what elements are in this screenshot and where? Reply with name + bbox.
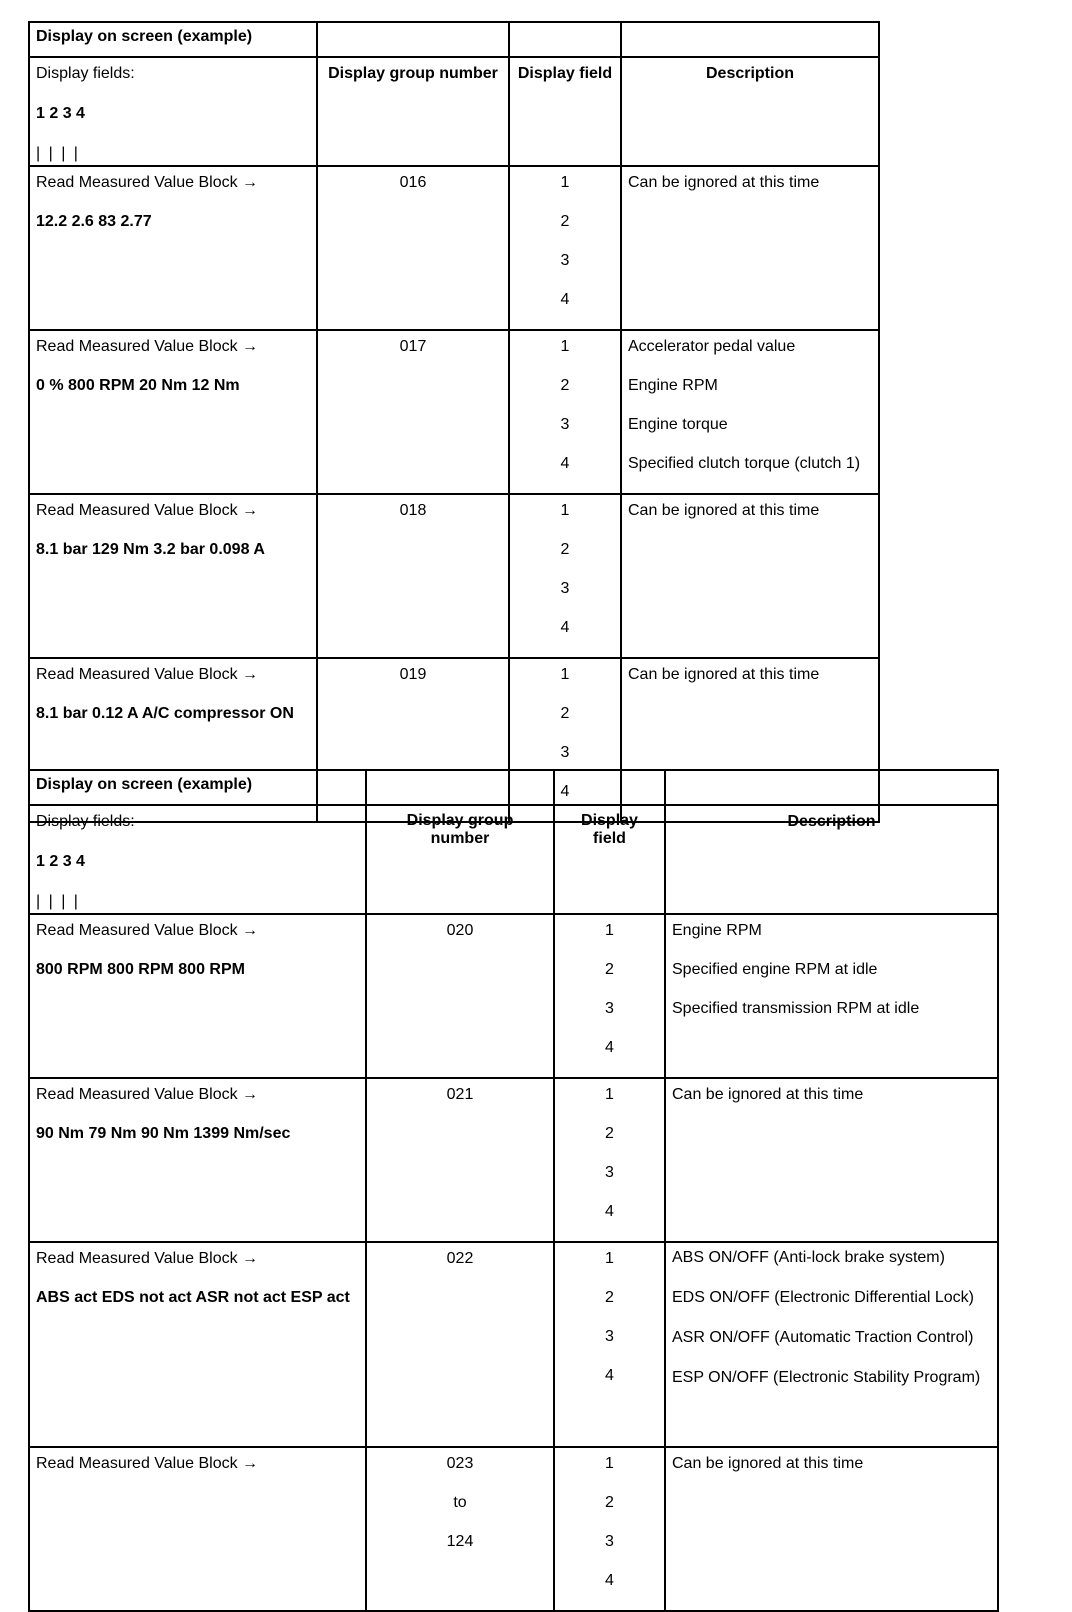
measured-value-cell	[29, 1242, 366, 1447]
group-number-cell	[317, 494, 509, 658]
description-text: ASR ON/OFF (Automatic Traction Control)	[672, 1329, 974, 1346]
display-field-cell	[509, 494, 621, 658]
table-header-row	[29, 770, 998, 805]
column-header-description: Description	[621, 57, 879, 166]
table-row	[29, 494, 879, 658]
display-field-number: 4	[605, 1039, 614, 1056]
display-field-number: 3	[560, 580, 570, 597]
measured-value-cell	[29, 1078, 366, 1242]
display-field-number: 1	[605, 922, 614, 939]
display-field-cell	[554, 914, 665, 1078]
group-number: 022	[446, 1250, 474, 1267]
description-text: Can be ignored at this time	[672, 1455, 864, 1472]
row-label: Read Measured Value Block →	[36, 174, 259, 191]
group-number: 017	[399, 338, 427, 355]
group-number: 021	[446, 1086, 474, 1103]
description-text: Engine RPM	[628, 377, 718, 394]
display-on-screen-header: Display on screen (example)	[29, 770, 366, 805]
display-field-number: 3	[560, 416, 570, 433]
display-field-number: 1	[605, 1250, 614, 1267]
description-text: Specified engine RPM at idle	[672, 961, 878, 978]
group-number-cell	[366, 1078, 554, 1242]
column-header-row	[29, 805, 998, 914]
description-cell	[621, 166, 879, 330]
column-header-row	[29, 57, 879, 166]
measured-values-table-2	[28, 769, 999, 1612]
display-field-number: 2	[605, 1125, 614, 1142]
measured-value-cell	[29, 494, 317, 658]
table-row	[29, 166, 879, 330]
display-fields-numbers: 1 2 3 4	[36, 853, 85, 870]
display-field-number: 2	[605, 1289, 614, 1306]
row-label: Read Measured Value Block →	[36, 502, 259, 519]
display-field-number: 3	[605, 1328, 614, 1345]
display-field-cell	[509, 166, 621, 330]
display-field-number: 4	[560, 783, 570, 800]
description-text: Can be ignored at this time	[672, 1086, 864, 1103]
table-row	[29, 1242, 998, 1447]
description-cell	[665, 1447, 998, 1611]
measured-value-cell	[29, 166, 317, 330]
row-label: Read Measured Value Block →	[36, 338, 259, 355]
group-number: to	[453, 1494, 467, 1511]
display-field-number: 3	[605, 1164, 614, 1181]
description-text: Can be ignored at this time	[628, 666, 820, 683]
row-label: Read Measured Value Block →	[36, 1455, 259, 1472]
description-text: Engine torque	[628, 416, 728, 433]
display-field-cell	[554, 1242, 665, 1447]
display-field-number: 4	[605, 1572, 614, 1589]
measured-value: 8.1 bar 0.12 A A/C compressor ON	[36, 705, 294, 722]
display-field-number: 2	[560, 377, 570, 394]
table-row	[29, 330, 879, 494]
display-field-number: 1	[560, 338, 570, 355]
display-field-number: 4	[560, 291, 570, 308]
display-field-number: 1	[605, 1455, 614, 1472]
display-fields-numbers: 1 2 3 4	[36, 105, 85, 122]
display-field-number: 2	[605, 1494, 614, 1511]
display-field-number: 3	[605, 1000, 614, 1017]
description-cell	[665, 914, 998, 1078]
table-header-row	[29, 22, 879, 57]
group-number-cell	[366, 1242, 554, 1447]
table-row	[29, 1078, 998, 1242]
display-field-number: 1	[560, 666, 570, 683]
description-text: Engine RPM	[672, 922, 762, 939]
table-row	[29, 1447, 998, 1611]
group-number-cell	[366, 1447, 554, 1611]
column-header-field: Display field	[509, 57, 621, 166]
description-text: Specified clutch torque (clutch 1)	[628, 455, 861, 472]
measured-value: 0 % 800 RPM 20 Nm 12 Nm	[36, 377, 240, 394]
measured-value-cell	[29, 330, 317, 494]
description-text: Specified transmission RPM at idle	[672, 1000, 920, 1017]
measured-value-cell	[29, 914, 366, 1078]
display-fields-cell	[29, 57, 317, 166]
display-field-number: 4	[560, 455, 570, 472]
display-field-number: 4	[560, 619, 570, 636]
group-number-cell	[366, 914, 554, 1078]
measured-value: ABS act EDS not act ASR not act ESP act	[36, 1289, 350, 1306]
column-header-group: Display group number	[317, 57, 509, 166]
description-cell	[665, 1242, 998, 1447]
group-number-cell	[317, 330, 509, 494]
row-label: Read Measured Value Block →	[36, 1250, 259, 1267]
table-row	[29, 914, 998, 1078]
column-header-description: Description	[665, 805, 998, 914]
row-label: Read Measured Value Block →	[36, 922, 259, 939]
group-number: 124	[446, 1533, 474, 1550]
row-label: Read Measured Value Block →	[36, 1086, 259, 1103]
display-field-number: 1	[560, 502, 570, 519]
display-field-cell	[509, 330, 621, 494]
display-fields-label: Display fields:	[36, 65, 135, 82]
measured-value: 90 Nm 79 Nm 90 Nm 1399 Nm/sec	[36, 1125, 291, 1142]
group-number: 019	[399, 666, 427, 683]
group-number: 018	[399, 502, 427, 519]
measured-value: 800 RPM 800 RPM 800 RPM	[36, 961, 245, 978]
description-text: ABS ON/OFF (Anti-lock brake system)	[672, 1249, 945, 1266]
display-field-number: 4	[605, 1367, 614, 1384]
description-text: EDS ON/OFF (Electronic Differential Lock)	[672, 1289, 975, 1306]
display-fields-label: Display fields:	[36, 813, 135, 830]
column-header-field: Display field	[554, 805, 665, 914]
display-field-number: 1	[605, 1086, 614, 1103]
description-text: Can be ignored at this time	[628, 502, 820, 519]
description-cell	[621, 494, 879, 658]
display-fields-bars: | | | |	[36, 893, 80, 910]
display-field-cell	[554, 1447, 665, 1611]
group-number: 016	[399, 174, 427, 191]
display-field-number: 2	[560, 541, 570, 558]
measured-value: 8.1 bar 129 Nm 3.2 bar 0.098 A	[36, 541, 265, 558]
display-on-screen-header: Display on screen (example)	[29, 22, 317, 57]
row-label: Read Measured Value Block →	[36, 666, 259, 683]
display-fields-cell	[29, 805, 366, 914]
measured-value-cell	[29, 1447, 366, 1611]
measured-values-table-1	[28, 21, 880, 823]
column-header-group: Display group number	[366, 805, 554, 914]
display-field-number: 2	[560, 213, 570, 230]
display-field-cell	[554, 1078, 665, 1242]
display-field-number: 4	[605, 1203, 614, 1220]
description-text: Accelerator pedal value	[628, 338, 796, 355]
display-field-number: 1	[560, 174, 570, 191]
display-field-number: 2	[560, 705, 570, 722]
display-field-number: 3	[605, 1533, 614, 1550]
group-number: 020	[446, 922, 474, 939]
description-cell	[621, 330, 879, 494]
display-field-number: 3	[560, 744, 570, 761]
display-fields-bars: | | | |	[36, 145, 80, 162]
description-text: Can be ignored at this time	[628, 174, 820, 191]
description-text: ESP ON/OFF (Electronic Stability Program)	[672, 1369, 981, 1386]
group-number-cell	[317, 166, 509, 330]
group-number: 023	[446, 1455, 474, 1472]
display-field-number: 2	[605, 961, 614, 978]
measured-value: 12.2 2.6 83 2.77	[36, 213, 152, 230]
description-cell	[665, 1078, 998, 1242]
display-field-number: 3	[560, 252, 570, 269]
